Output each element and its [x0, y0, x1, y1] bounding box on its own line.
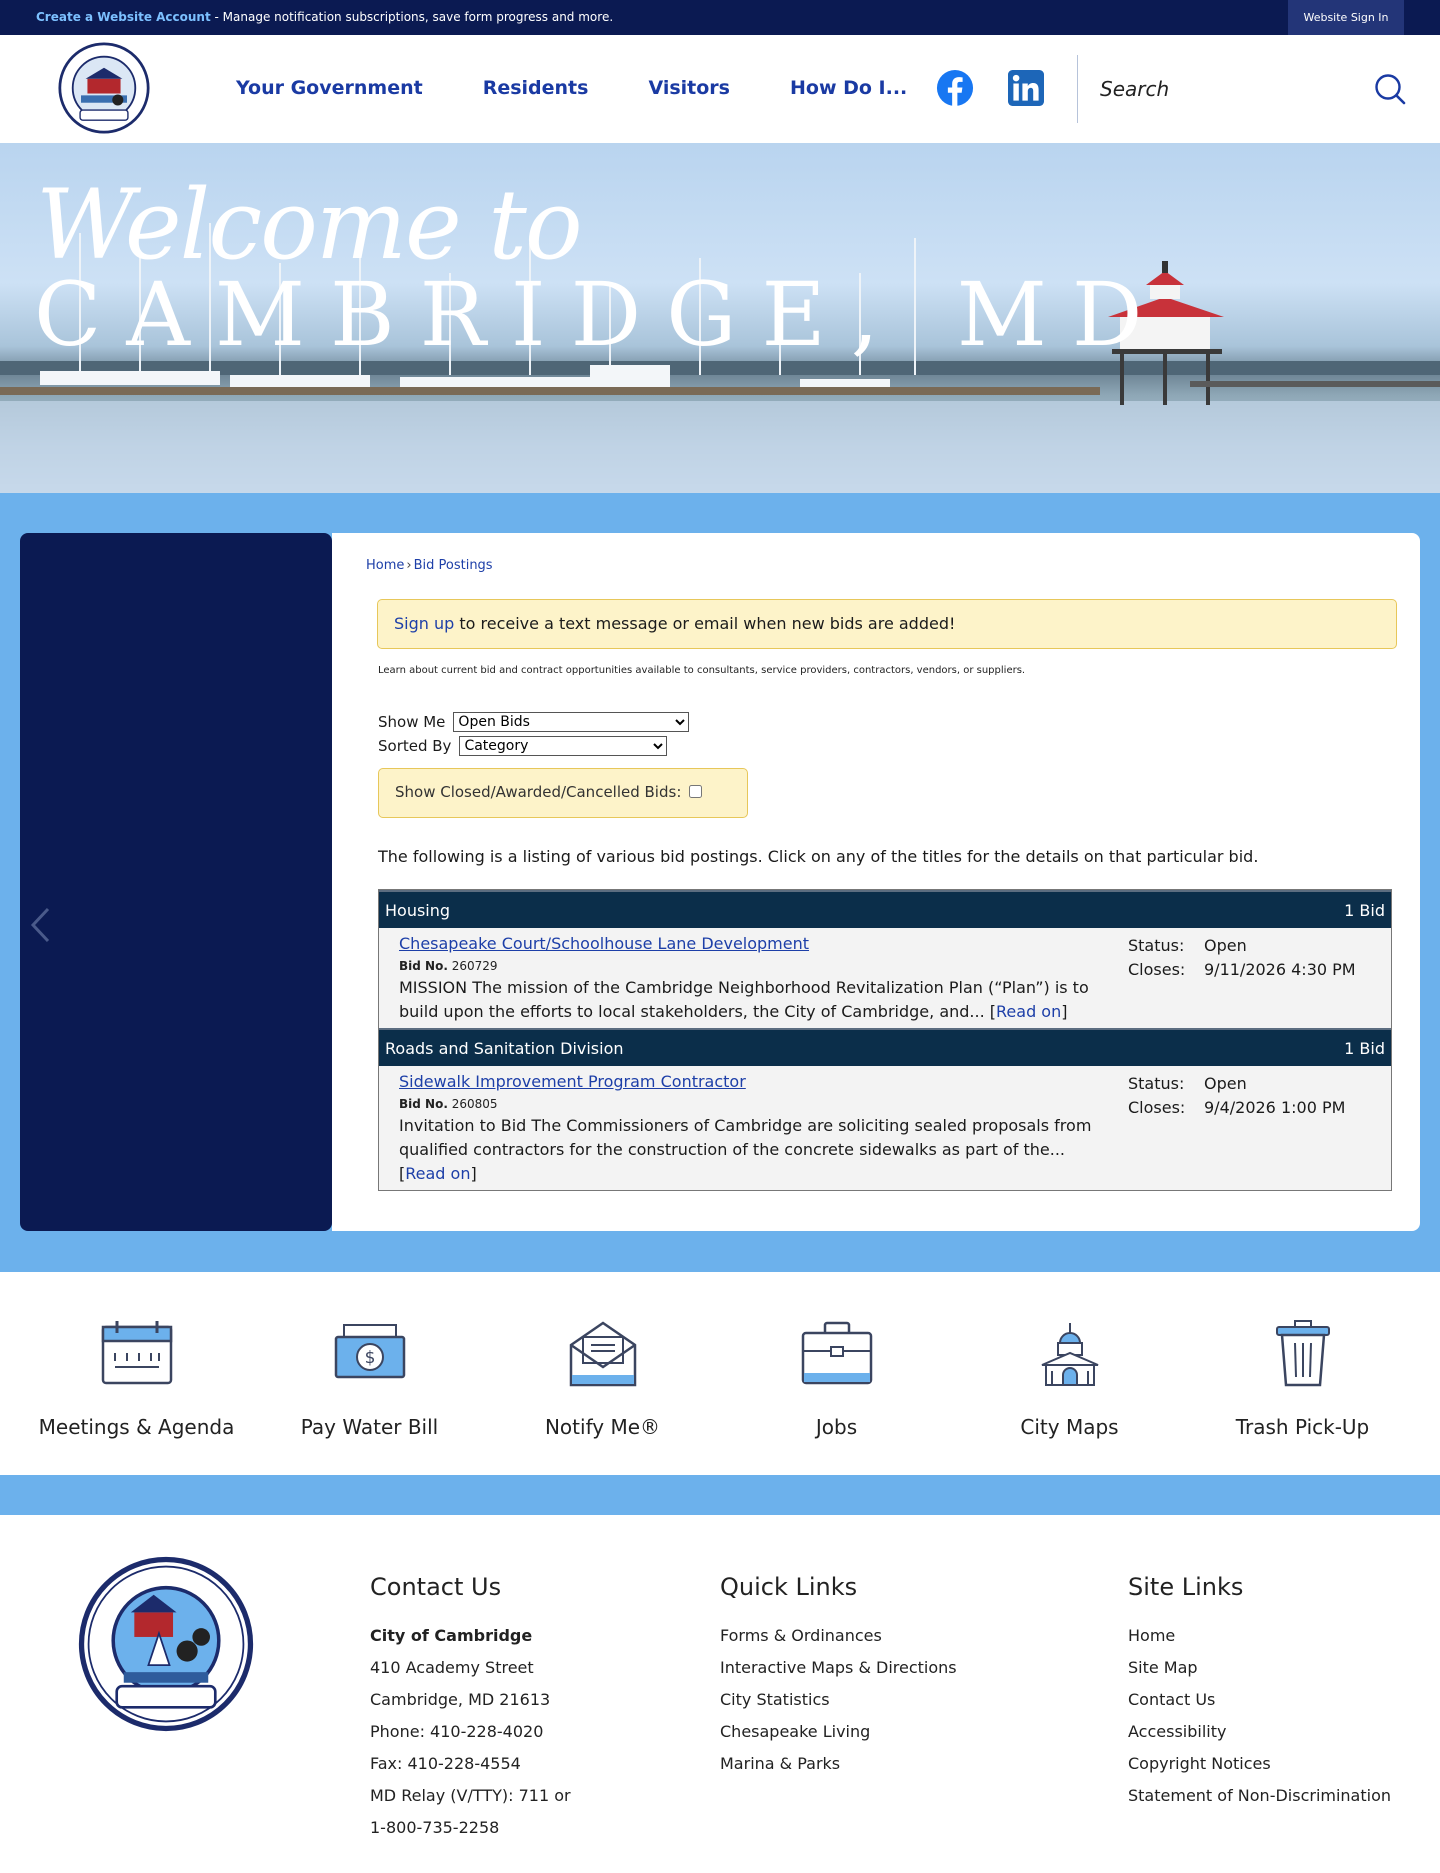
account-message	[36, 10, 613, 24]
account-message-text: - Manage notification subscriptions, save form progress and more.	[210, 10, 614, 24]
footer-link-site-map[interactable]: Site Map	[1128, 1658, 1198, 1677]
footer-contact-fax: Fax: 410-228-4554	[370, 1754, 521, 1773]
footer-link-accessibility[interactable]: Accessibility	[1128, 1722, 1227, 1741]
city-seal-logo[interactable]	[58, 42, 150, 134]
quick-link-jobs[interactable]	[720, 1317, 953, 1439]
search-icon[interactable]	[1374, 73, 1406, 105]
quick-link-city-maps[interactable]	[953, 1317, 1186, 1439]
footer-link-interactive-maps[interactable]: Interactive Maps & Directions	[720, 1658, 957, 1677]
signup-alert	[377, 599, 1397, 649]
show-closed-checkbox[interactable]	[689, 785, 702, 798]
breadcrumb-home-link[interactable]: Home	[366, 558, 405, 573]
linkedin-icon[interactable]	[1008, 70, 1044, 106]
bid-filters	[378, 710, 689, 758]
envelope-icon	[565, 1317, 641, 1389]
quick-link-meetings[interactable]	[20, 1317, 253, 1439]
bid-number-value: 260805	[451, 1097, 498, 1111]
quick-link-label: Notify Me®	[544, 1415, 661, 1439]
hero-banner	[0, 143, 1440, 493]
search-input[interactable]	[1100, 65, 1360, 113]
breadcrumb	[366, 558, 493, 573]
bid-meta	[1128, 1072, 1345, 1120]
bid-description: MISSION The mission of the Cambridge Neighborhood Revitalization Plan (“Plan”) is to build upon the efforts to local stakeholders, the City of Cambridge, and... [Read on]	[399, 978, 1089, 1021]
closes-value: 9/11/2026 4:30 PM	[1204, 960, 1356, 979]
sorted-by-label: Sorted By	[378, 737, 452, 755]
breadcrumb-separator: ›	[406, 558, 412, 573]
footer-quick-links-heading: Quick Links	[720, 1573, 858, 1601]
status-value: Open	[1204, 1074, 1247, 1093]
show-closed-filter	[378, 768, 748, 818]
footer-link-contact-us[interactable]: Contact Us	[1128, 1690, 1216, 1709]
closes-label: Closes:	[1128, 960, 1186, 979]
category-name: Housing	[385, 900, 451, 920]
status-label: Status:	[1128, 1074, 1185, 1093]
footer-site-links-column	[1128, 1573, 1391, 1812]
bid-number-label: Bid No.	[399, 1097, 448, 1111]
main-navigation	[236, 77, 907, 99]
svg-text:$: $	[364, 1348, 375, 1368]
quick-links-bar	[0, 1272, 1440, 1475]
bid-item	[379, 928, 1391, 1028]
bid-item	[379, 1066, 1391, 1190]
quick-link-notify-me[interactable]	[486, 1317, 719, 1439]
bid-title-link[interactable]: Chesapeake Court/Schoolhouse Lane Development	[399, 934, 810, 953]
status-label: Status:	[1128, 936, 1185, 955]
footer-link-copyright[interactable]: Copyright Notices	[1128, 1754, 1271, 1773]
left-sidebar	[20, 533, 332, 1231]
show-me-label: Show Me	[378, 713, 446, 731]
city-hall-icon	[1032, 1317, 1108, 1389]
show-me-select[interactable]	[453, 712, 689, 732]
bid-number-value: 260729	[451, 959, 498, 973]
create-account-link[interactable]: Create a Website Account	[36, 10, 211, 24]
nav-your-government[interactable]: Your Government	[236, 77, 423, 99]
footer-contact-heading: Contact Us	[370, 1573, 502, 1601]
trash-can-icon	[1265, 1317, 1341, 1389]
show-closed-label: Show Closed/Awarded/Cancelled Bids:	[395, 783, 682, 801]
bid-meta	[1128, 934, 1356, 982]
footer-link-chesapeake-living[interactable]: Chesapeake Living	[720, 1722, 871, 1741]
nav-visitors[interactable]: Visitors	[648, 77, 730, 99]
footer-contact-city: Cambridge, MD 21613	[370, 1690, 551, 1709]
sorted-by-select[interactable]	[459, 736, 667, 756]
footer-link-marina-parks[interactable]: Marina & Parks	[720, 1754, 841, 1773]
quick-link-label: Meetings & Agenda	[38, 1415, 235, 1439]
main-content	[332, 533, 1420, 1231]
category-header-housing	[379, 890, 1391, 928]
site-header	[0, 35, 1440, 143]
bid-title-link[interactable]: Sidewalk Improvement Program Contractor	[399, 1072, 746, 1091]
footer-contact-relay: MD Relay (V/TTY): 711 or	[370, 1786, 571, 1805]
sign-up-link[interactable]: Sign up	[394, 614, 455, 633]
nav-residents[interactable]: Residents	[482, 77, 589, 99]
briefcase-icon	[799, 1317, 875, 1389]
listing-description: The following is a listing of various bid postings. Click on any of the titles for the details on that particular bid.	[378, 847, 1259, 866]
site-footer	[0, 1515, 1440, 1873]
footer-link-home[interactable]: Home	[1128, 1626, 1176, 1645]
nav-how-do-i[interactable]: How Do I...	[789, 77, 908, 99]
footer-link-forms[interactable]: Forms & Ordinances	[720, 1626, 882, 1645]
intro-text: Learn about current bid and contract opportunities available to consultants, service providers, contractors, vendors, or suppliers.	[378, 665, 1026, 676]
quick-link-label: Jobs	[815, 1415, 858, 1439]
website-sign-in-button[interactable]: Website Sign In	[1288, 0, 1404, 35]
hero-city-title: CAMBRIDGE, MD	[34, 263, 1168, 366]
signup-alert-text: to receive a text message or email when new bids are added!	[454, 614, 956, 633]
closes-label: Closes:	[1128, 1098, 1186, 1117]
header-divider	[1077, 55, 1078, 123]
read-on-link[interactable]: Read on	[405, 1164, 471, 1183]
bid-description-text: MISSION The mission of the Cambridge Neighborhood Revitalization Plan (“Plan”) is to build upon the efforts to local stakeholders, the City of Cambridge, and...	[399, 978, 1089, 1021]
bid-listing-table	[378, 889, 1392, 1191]
bid-number-label: Bid No.	[399, 959, 448, 973]
bid-number	[399, 959, 1109, 973]
footer-contact-phone: Phone: 410-228-4020	[370, 1722, 544, 1741]
bid-description: Invitation to Bid The Commissioners of Cambridge are soliciting sealed proposals from qualified contractors for the construction of the concrete sidewalks as part of the... [Read on]	[399, 1116, 1092, 1183]
money-icon	[332, 1317, 408, 1389]
footer-contact-address: 410 Academy Street	[370, 1658, 534, 1677]
quick-link-trash-pickup[interactable]	[1186, 1317, 1419, 1439]
calendar-icon	[99, 1317, 175, 1389]
category-name: Roads and Sanitation Division	[385, 1038, 624, 1058]
quick-link-pay-water-bill[interactable]	[253, 1317, 486, 1439]
footer-site-links-heading: Site Links	[1128, 1573, 1244, 1601]
footer-link-city-statistics[interactable]: City Statistics	[720, 1690, 830, 1709]
city-seal-logo[interactable]	[78, 1556, 254, 1732]
top-bar	[0, 0, 1440, 35]
category-count: 1 Bid	[1344, 1038, 1385, 1058]
footer-contact-column	[370, 1573, 571, 1844]
category-header-roads-sanitation	[379, 1028, 1391, 1066]
footer-quick-links-column	[720, 1573, 957, 1780]
footer-contact-relay-number: 1-800-735-2258	[370, 1818, 500, 1837]
status-value: Open	[1204, 936, 1247, 955]
hero-welcome-text: Welcome to	[36, 169, 581, 281]
footer-contact-name: City of Cambridge	[370, 1626, 533, 1645]
quick-link-label: Pay Water Bill	[300, 1415, 439, 1439]
closes-value: 9/4/2026 1:00 PM	[1204, 1098, 1346, 1117]
quick-link-label: Trash Pick-Up	[1235, 1415, 1370, 1439]
bid-description-text: Invitation to Bid The Commissioners of Cambridge are soliciting sealed proposals from qualified contractors for the construction of the concrete sidewalks as part of the...	[399, 1116, 1092, 1159]
chevron-left-icon[interactable]	[28, 905, 52, 945]
footer-link-non-discrimination[interactable]: Statement of Non-Discrimination	[1128, 1786, 1392, 1805]
facebook-icon[interactable]	[936, 69, 974, 107]
breadcrumb-bid-postings-link[interactable]: Bid Postings	[413, 558, 493, 573]
quick-link-label: City Maps	[1020, 1415, 1119, 1439]
read-on-link[interactable]: Read on	[996, 1002, 1062, 1021]
bid-number	[399, 1097, 1109, 1111]
category-count: 1 Bid	[1344, 900, 1385, 920]
